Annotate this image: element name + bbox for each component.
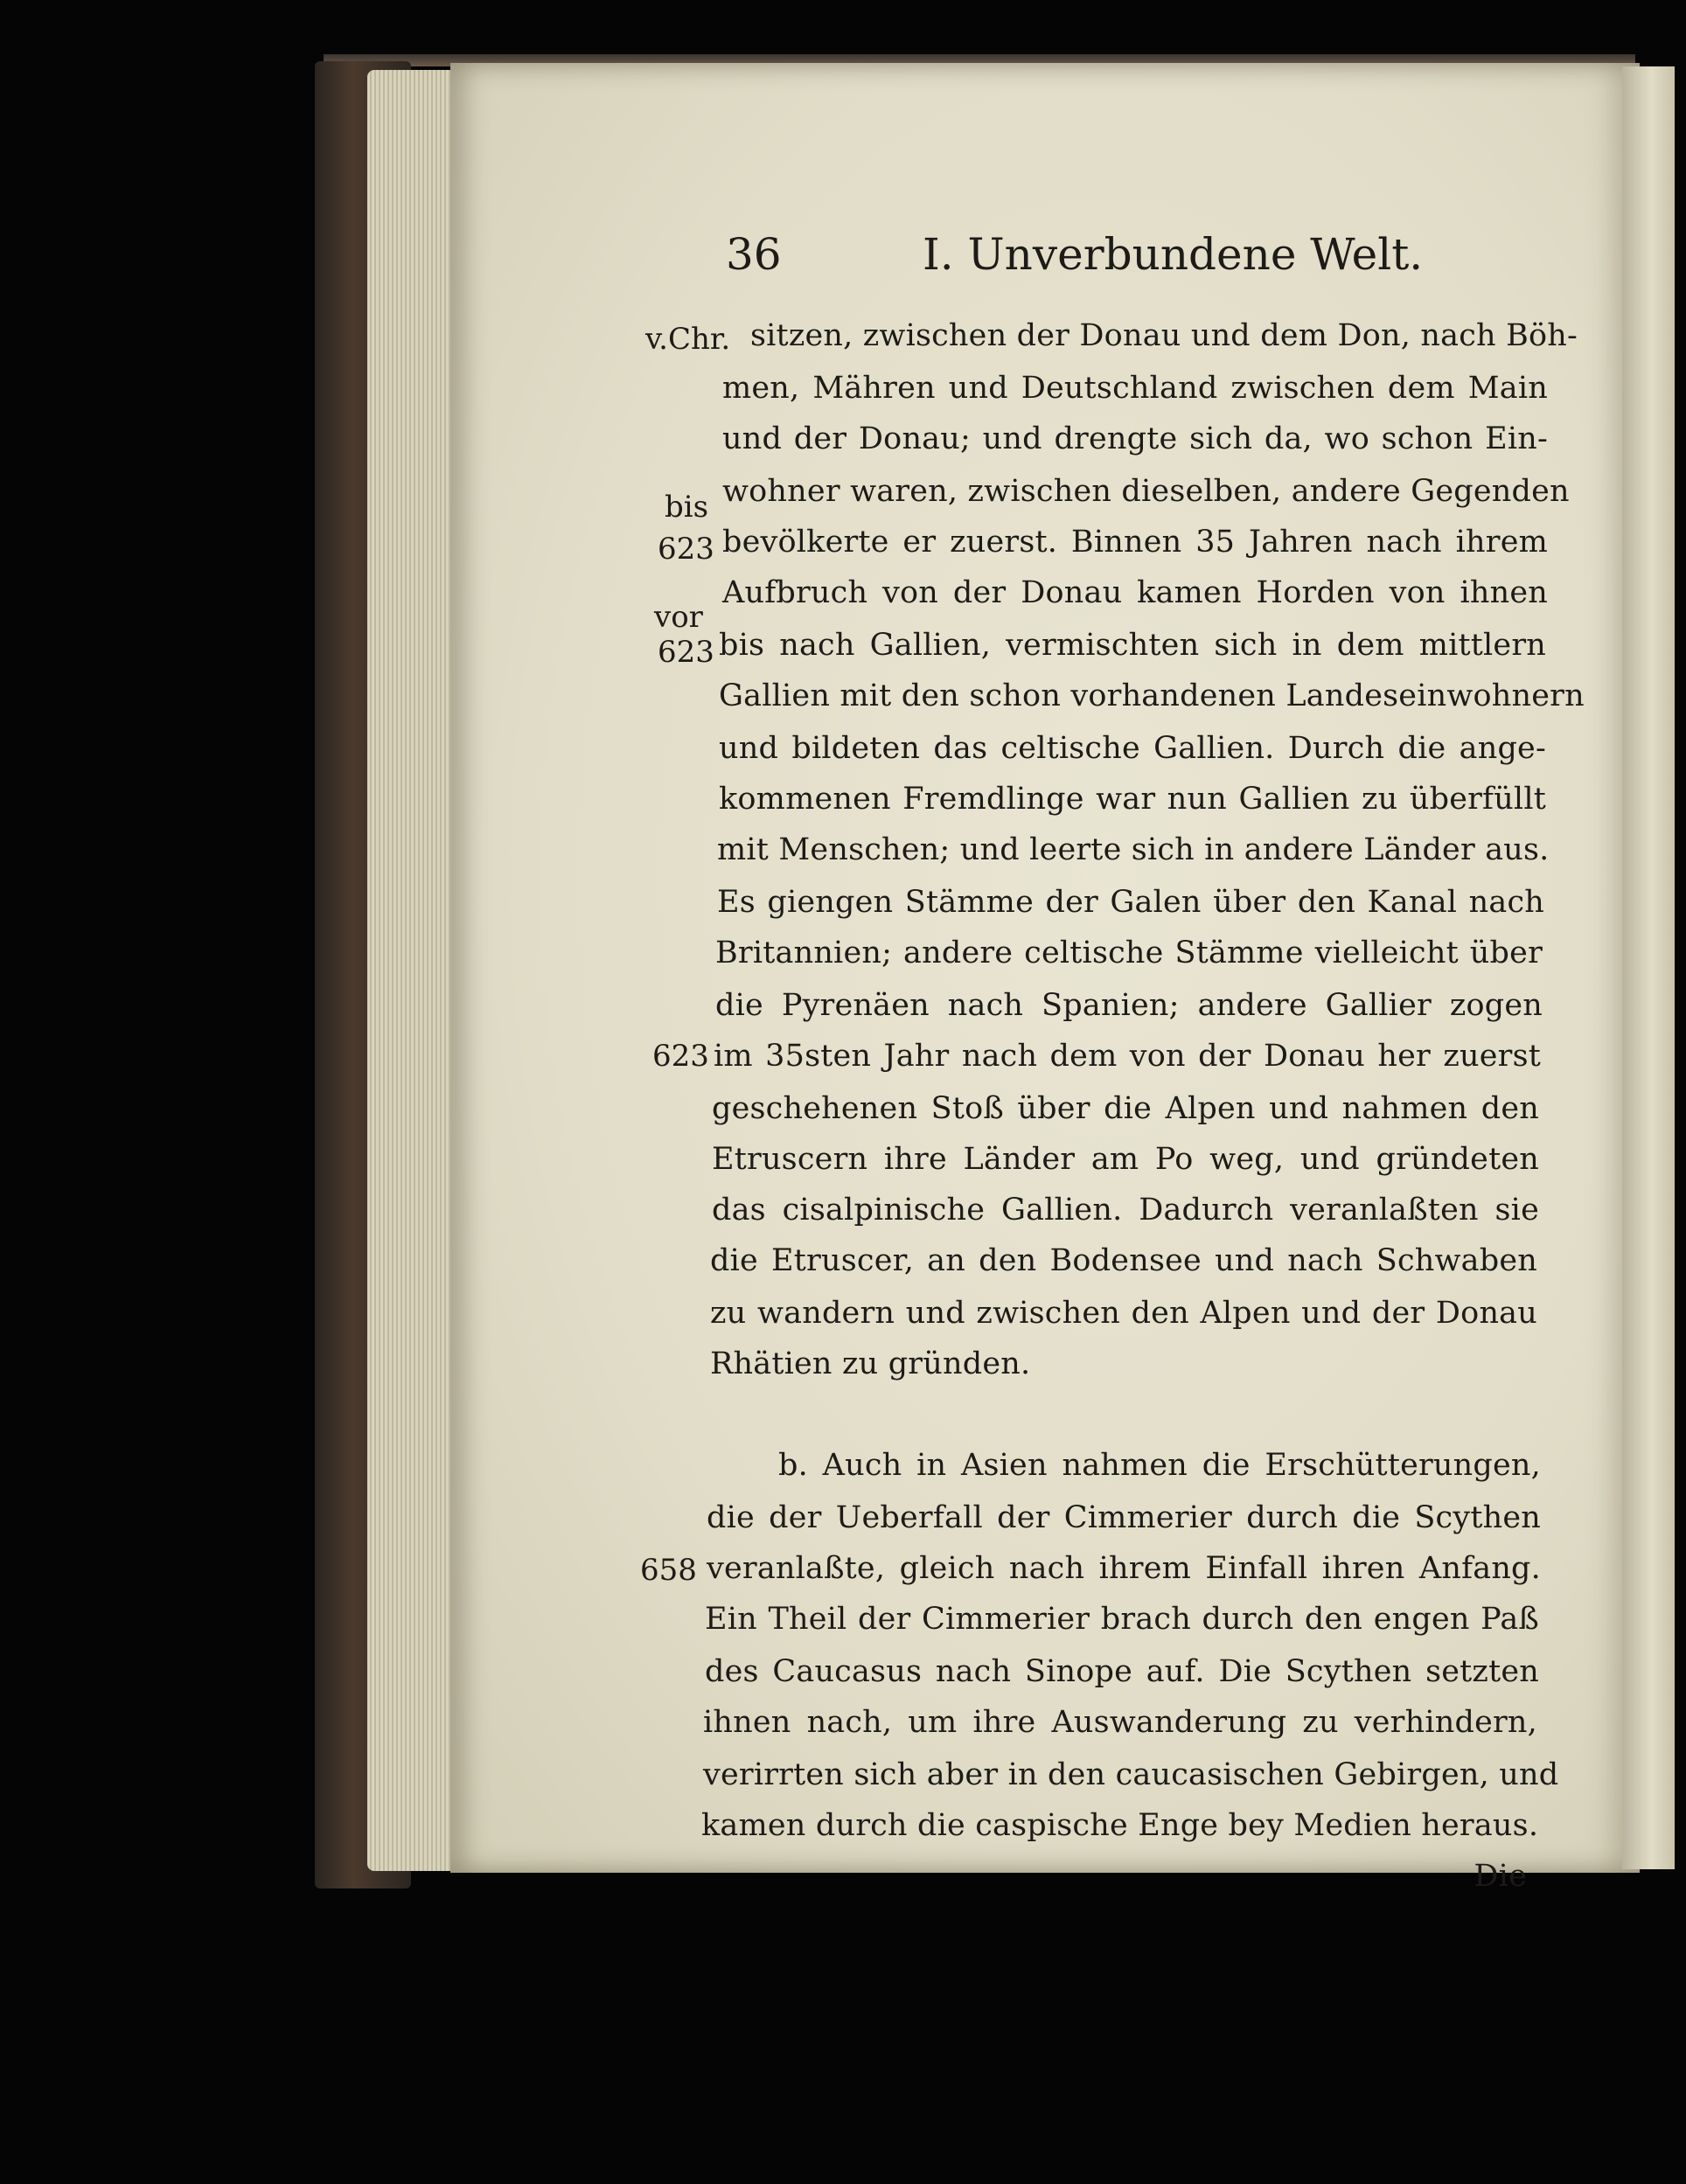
text-line: und bildeten das celtische Gallien. Durch die ange- [719, 731, 1546, 766]
text-line: Rhätien zu gründen. [710, 1346, 1031, 1381]
text-line: des Caucasus nach Sinope auf. Die Scythen setzten [705, 1654, 1539, 1689]
margin-note: v.Chr. [645, 322, 731, 357]
text-line: die Etruscer, an den Bodensee und nach Schwaben [710, 1243, 1537, 1278]
text-line: verirrten sich aber in den caucasischen Gebirgen, und [703, 1757, 1559, 1792]
text-line: Es giengen Stämme der Galen über den Kanal nach [717, 885, 1544, 920]
text-line: sitzen, zwischen der Donau und dem Don, nach Böh- [750, 318, 1578, 353]
text-line: ihnen nach, um ihre Auswanderung zu verhindern, [703, 1705, 1537, 1740]
text-line: Gallien mit den schon vorhandenen Landeseinwohnern [719, 678, 1585, 713]
catchword: Die [1474, 1859, 1527, 1894]
text-line: Aufbruch von der Donau kamen Horden von ihnen [722, 575, 1548, 610]
text-line: bevölkerte er zuerst. Binnen 35 Jahren nach ihrem [722, 525, 1548, 560]
text-line: veranlaßte, gleich nach ihrem Einfall ihren Anfang. [707, 1551, 1541, 1586]
text-line: wohner waren, zwischen dieselben, andere Gegenden [722, 474, 1570, 509]
text-line: men, Mähren und Deutschland zwischen dem Main [722, 371, 1548, 406]
margin-note: 623 [658, 532, 714, 567]
margin-note: bis [665, 490, 709, 525]
text-line: b. Auch in Asien nahmen die Erschütterungen, [778, 1448, 1541, 1483]
text-line: im 35sten Jahr nach dem von der Donau her zuerst [714, 1039, 1541, 1074]
margin-note: 623 [658, 635, 714, 670]
text-line: kamen durch die caspische Enge bey Medien heraus. [701, 1808, 1539, 1843]
text-line: kommenen Fremdlinge war nun Gallien zu überfüllt [719, 782, 1546, 817]
text-line: mit Menschen; und leerte sich in andere Länder aus. [717, 832, 1550, 867]
text-line: Etruscern ihre Länder am Po weg, und gründeten [712, 1142, 1539, 1177]
text-line: und der Donau; und drengte sich da, wo schon Ein- [722, 421, 1548, 456]
text-line: Britannien; andere celtische Stämme vielleicht über [715, 936, 1543, 970]
margin-note: 623 [652, 1039, 709, 1074]
page-number: 36 [726, 229, 782, 280]
text-line: die Pyrenäen nach Spanien; andere Gallier zogen [715, 988, 1543, 1023]
text-line: die der Ueberfall der Cimmerier durch die Scythen [707, 1500, 1541, 1535]
text-line: bis nach Gallien, vermischten sich in dem mittlern [719, 628, 1546, 663]
text-line: geschehenen Stoß über die Alpen und nahmen den [712, 1091, 1539, 1126]
page-gutter [1622, 66, 1675, 1869]
page-stack-edge [367, 70, 463, 1871]
text-line: Ein Theil der Cimmerier brach durch den engen Paß [705, 1602, 1539, 1637]
margin-note: 658 [640, 1553, 697, 1588]
margin-note: vor [654, 600, 703, 635]
running-head [726, 229, 1513, 282]
text-line: das cisalpinische Gallien. Dadurch veranlaßten sie [712, 1193, 1539, 1228]
text-line: zu wandern und zwischen den Alpen und der Donau [710, 1296, 1537, 1331]
chapter-title: I. Unverbundene Welt. [923, 229, 1424, 280]
